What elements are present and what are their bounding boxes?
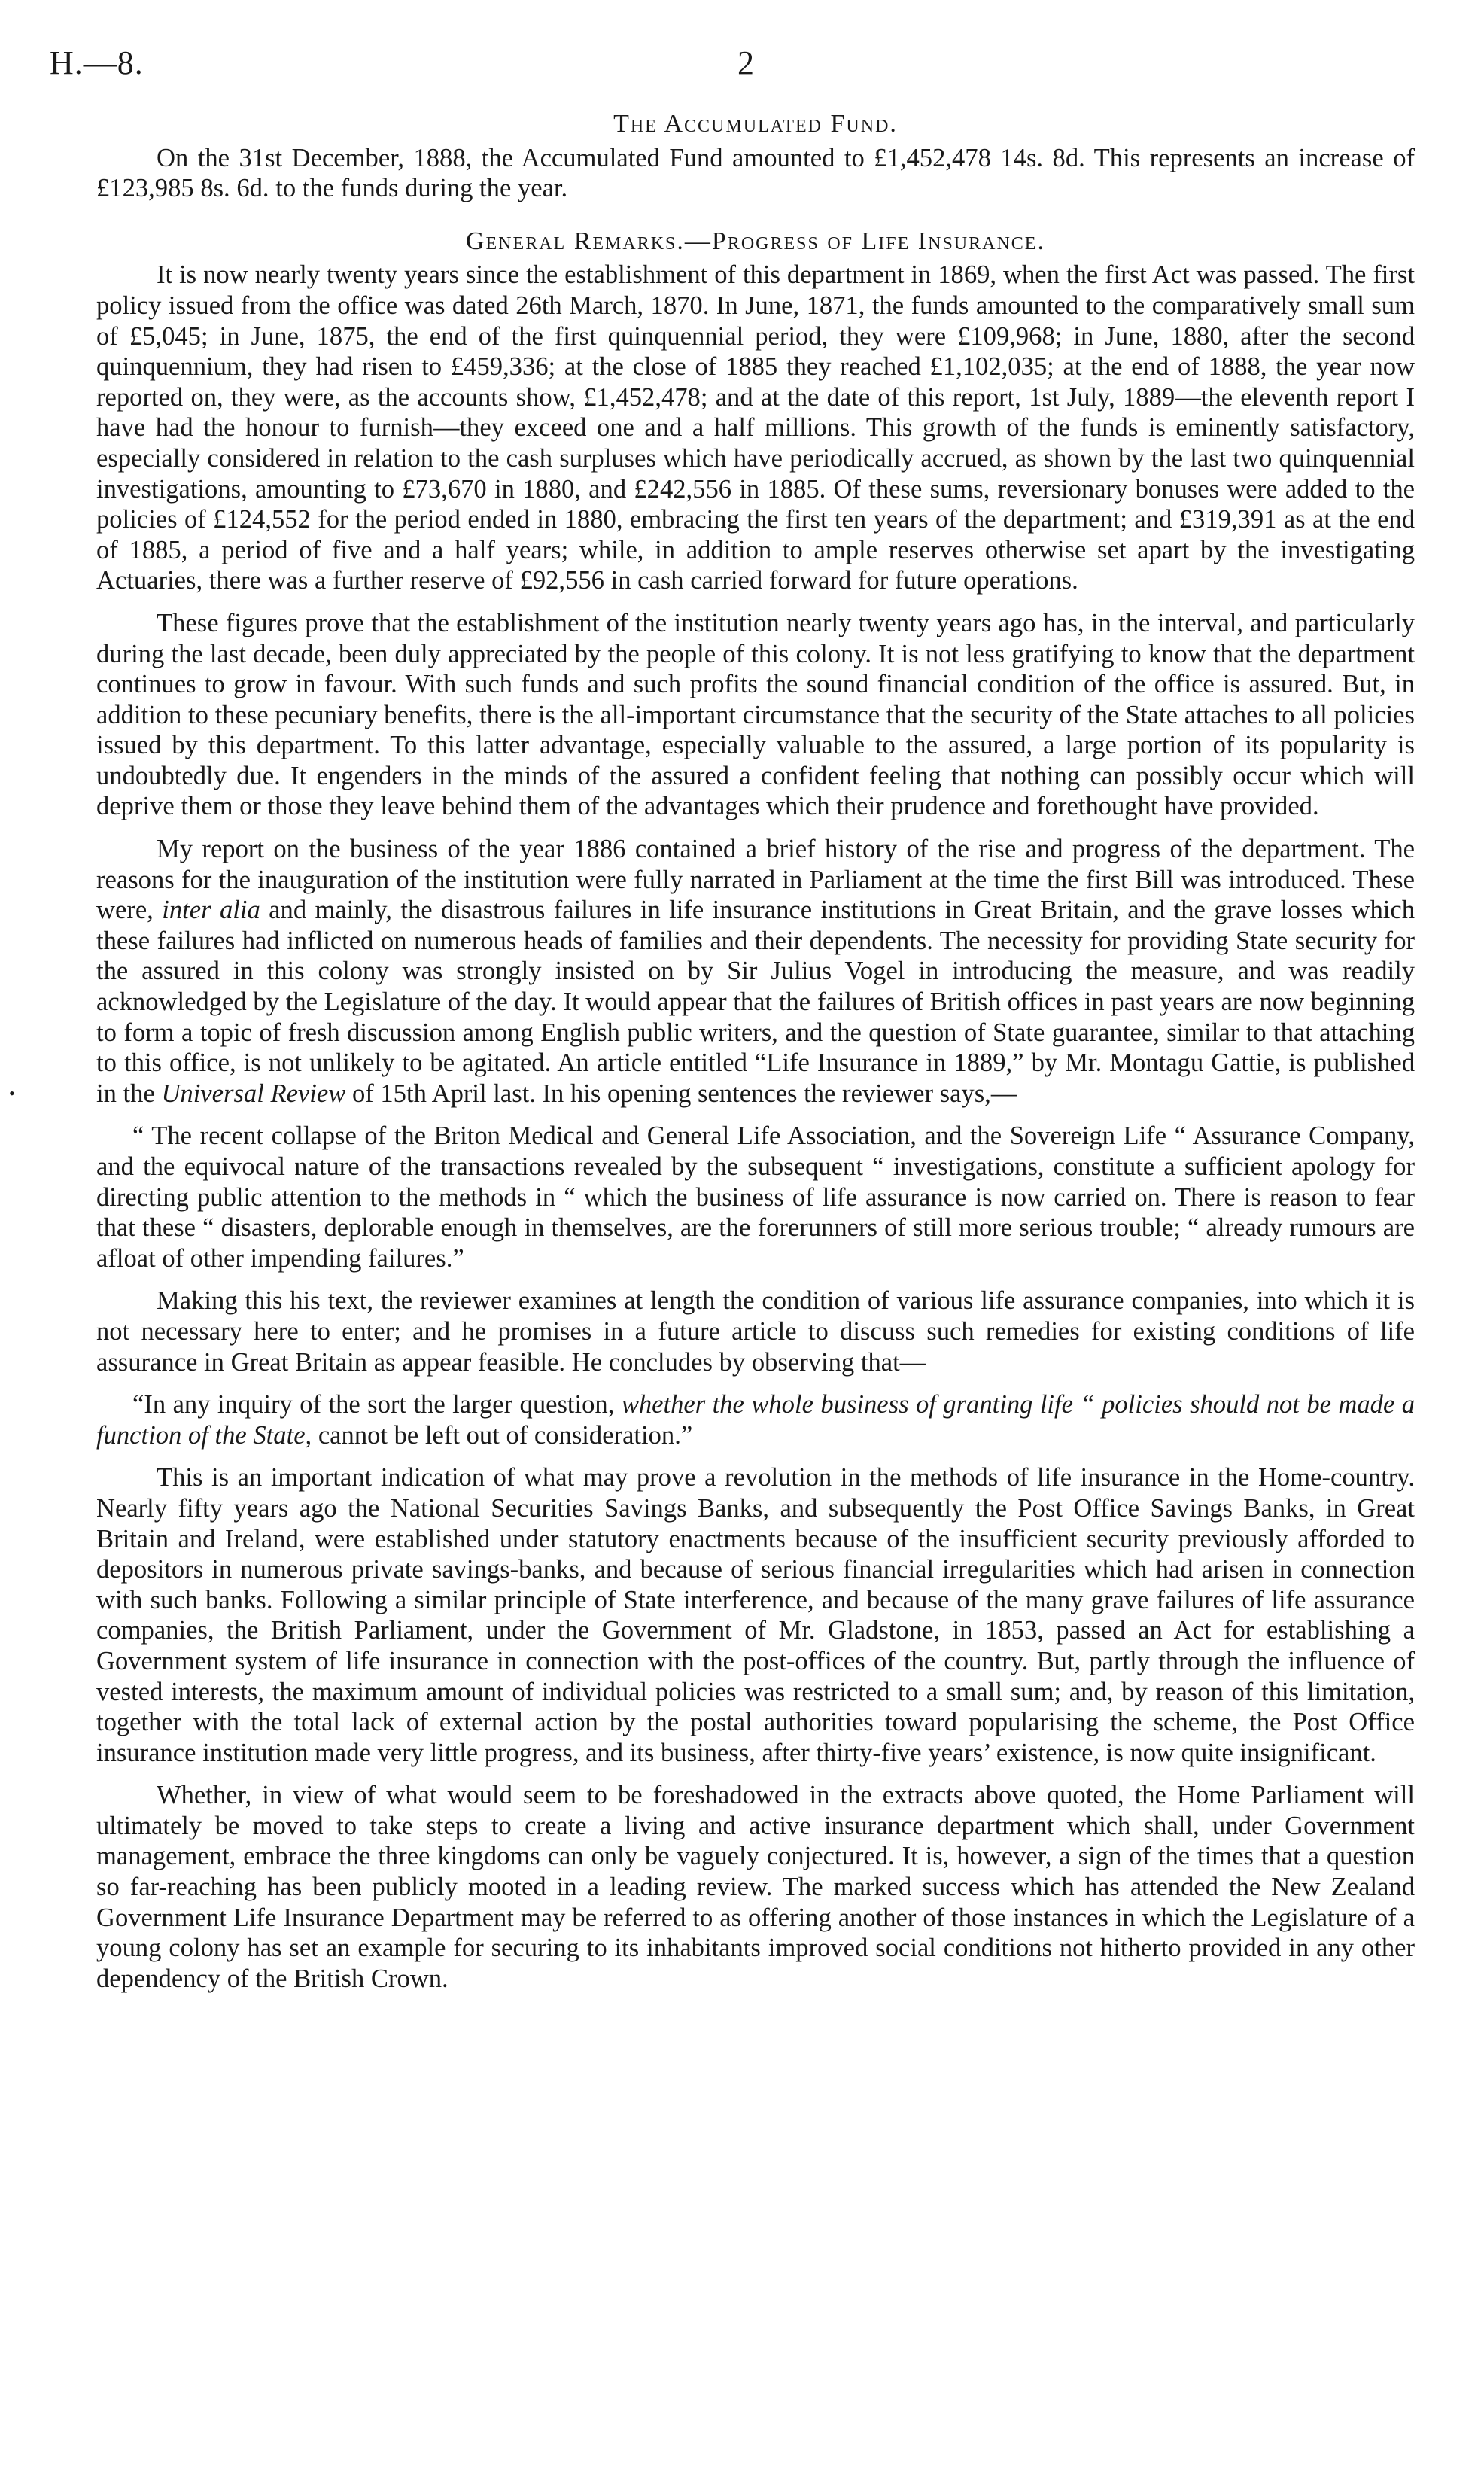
margin-mark: •	[9, 1084, 15, 1103]
accumulated-fund-paragraph: On the 31st December, 1888, the Accumulated Fund amounted to £1,452,478 14s. 8d. This represents an increase of £123,985 8s. 6d. to the funds during the year.	[96, 143, 1415, 203]
history-text-1: My report on the business of the year 1886 contained a brief history of the rise and progress of the department. The reasons for the inauguration of the institution were fully narrated in Parliament at the time the first Bill was introduced. These were,	[96, 835, 1415, 925]
section-title-accumulated-fund: The Accumulated Fund.	[613, 110, 898, 138]
quote-conclusion-text-2: cannot be left out of consideration.”	[312, 1420, 693, 1450]
paragraph-appreciation: These figures prove that the establishment of the institution nearly twenty years ago has, in the interval, and particularly during the last decade, been duly appreciated by the people of this colony. It is not less gratifying to know that the department continues to grow in favour. With such funds and such profits the sound financial condition of the office is assured. But, in addition to these pecuniary benefits, there is the all-important circumstance that the security of the State attaches to all policies issued by this department. To this latter advantage, especially valuable to the assured, a large portion of its popularity is undoubtedly due. It engenders in the minds of the assured a confident feeling that nothing can possibly occur which will deprive them or those they leave behind them of the advantages which their prudence and forethought have provided.	[96, 608, 1415, 821]
history-italic-inter-alia: inter alia	[162, 896, 260, 925]
quote-reviewer-conclusion	[96, 1389, 1415, 1450]
paragraph-conclusion: Whether, in view of what would seem to be foreshadowed in the extracts above quoted, the Home Parliament will ultimately be moved to take steps to create a living and active insurance department which shall, under Government management, embrace the three kingdoms can only be vaguely conjectured. It is, however, a sign of the times that a question so far-reaching has been publicly mooted in a leading review. The marked success which has attended the New Zealand Government Life Insurance Department may be referred to as offering another of those instances in which the Legislature of a young colony has set an example for securing to its inhabitants improved social conditions not hitherto provided in any other dependency of the British Crown.	[96, 1781, 1415, 1993]
section-title-general-remarks: General Remarks.—Progress of Life Insurance.	[466, 227, 1045, 255]
page-body	[96, 109, 1415, 1994]
paragraph-growth: It is now nearly twenty years since the establishment of this department in 1869, when the first Act was passed. The first policy issued from the office was dated 26th March, 1870. In June, 1871, the funds amounted to the comparatively small sum of £5,045; in June, 1875, the end of the first quinquennial period, they were £109,968; in June, 1880, after the second quinquennium, they had risen to £459,336; at the close of 1885 they reached £1,102,035; at the end of 1888, the year now reported on, they were, as the accounts show, £1,452,478; and at the date of this report, 1st July, 1889—the eleventh report I have had the honour to furnish—they exceed one and a half millions. This growth of the funds is eminently satisfactory, especially considered in relation to the cash surpluses which have periodically accrued, as shown by the last two quinquennial investigations, amounting to £73,670 in 1880, and £242,556 in 1885. Of these sums, reversionary bonuses were added to the policies of £124,552 for the period ended in 1880, embracing the first ten years of the department; and £319,391 as at the end of 1885, a period of five and a half years; while, in addition to ample reserves otherwise set apart by the investigating Actuaries, there was a further reserve of £92,556 in cash carried forward for future operations.	[96, 260, 1415, 595]
paragraph-revolution: This is an important indication of what may prove a revolution in the methods of life insurance in the Home-country. Nearly fifty years ago the National Securities Savings Banks, and subsequently the Post Office Savings Banks, in Great Britain and Ireland, were established under statutory enactments because of the insufficient security previously afforded to depositors in numerous private savings-banks, and because of serious financial irregularities which had arisen in connection with such banks. Following a similar principle of State interference, and because of the many grave failures of life assurance companies, the British Parliament, under the Government of Mr. Gladstone, in 1853, passed an Act for establishing a Government system of life insurance in connection with the post-offices of the country. But, partly through the influence of vested interests, the maximum amount of individual policies was restricted to a small sum; and, by reason of this limitation, together with the total lack of external action by the postal authorities toward popularising the scheme, the Post Office insurance institution made very little progress, and its business, after thirty-five years’ existence, is now quite insignificant.	[96, 1463, 1415, 1767]
quote-reviewer-opening: “ The recent collapse of the Briton Medical and General Life Association, and the Sovereign Life “ Assurance Company, and the equivocal nature of the transactions revealed by the subsequent “ investigations, constitute a sufficient apology for directing public attention to the methods in “ which the business of life assurance is now carried on. There is reason to fear that these “ disasters, deplorable enough in themselves, are the forerunners of still more serious trouble; “ already rumours are afloat of other impending failures.”	[96, 1121, 1415, 1273]
document-reference: H.—8.	[50, 44, 144, 81]
page-number: 2	[737, 44, 754, 81]
history-text-2: and mainly, the disastrous failures in life insurance institutions in Great Britain, and the grave losses which these failures had inflicted on numerous heads of families and their dependents. The necessity for providing State security for the assured in this colony was strongly insisted on by Sir Julius Vogel in introducing the measure, and was readily acknowledged by the Legislature of the day. It would appear that the failures of British offices in past years are now beginning to form a topic of fresh discussion among English public writers, and the question of State guarantee, similar to that attaching to this office, is not unlikely to be agitated. An article entitled “Life Insurance in 1889,” by Mr. Montagu Gattie, is published in the	[96, 896, 1415, 1108]
quote-conclusion-text-1: “In any inquiry of the sort the larger question,	[132, 1390, 622, 1420]
paragraph-reviewer-text: Making this his text, the reviewer examines at length the condition of various life assurance companies, into which it is not necessary here to enter; and he promises in a future article to discuss such remedies for existing conditions of life assurance in Great Britain as appear feasible. He concludes by observing that—	[96, 1286, 1415, 1377]
paragraph-history	[96, 834, 1415, 1109]
history-text-3: of 15th April last. In his opening sentences the reviewer says,—	[345, 1079, 1017, 1108]
quote-conclusion-italic: whether the whole business of granting life “ policies should not be made a function of the State,	[96, 1390, 1416, 1450]
history-italic-universal-review: Universal Review	[161, 1079, 346, 1108]
